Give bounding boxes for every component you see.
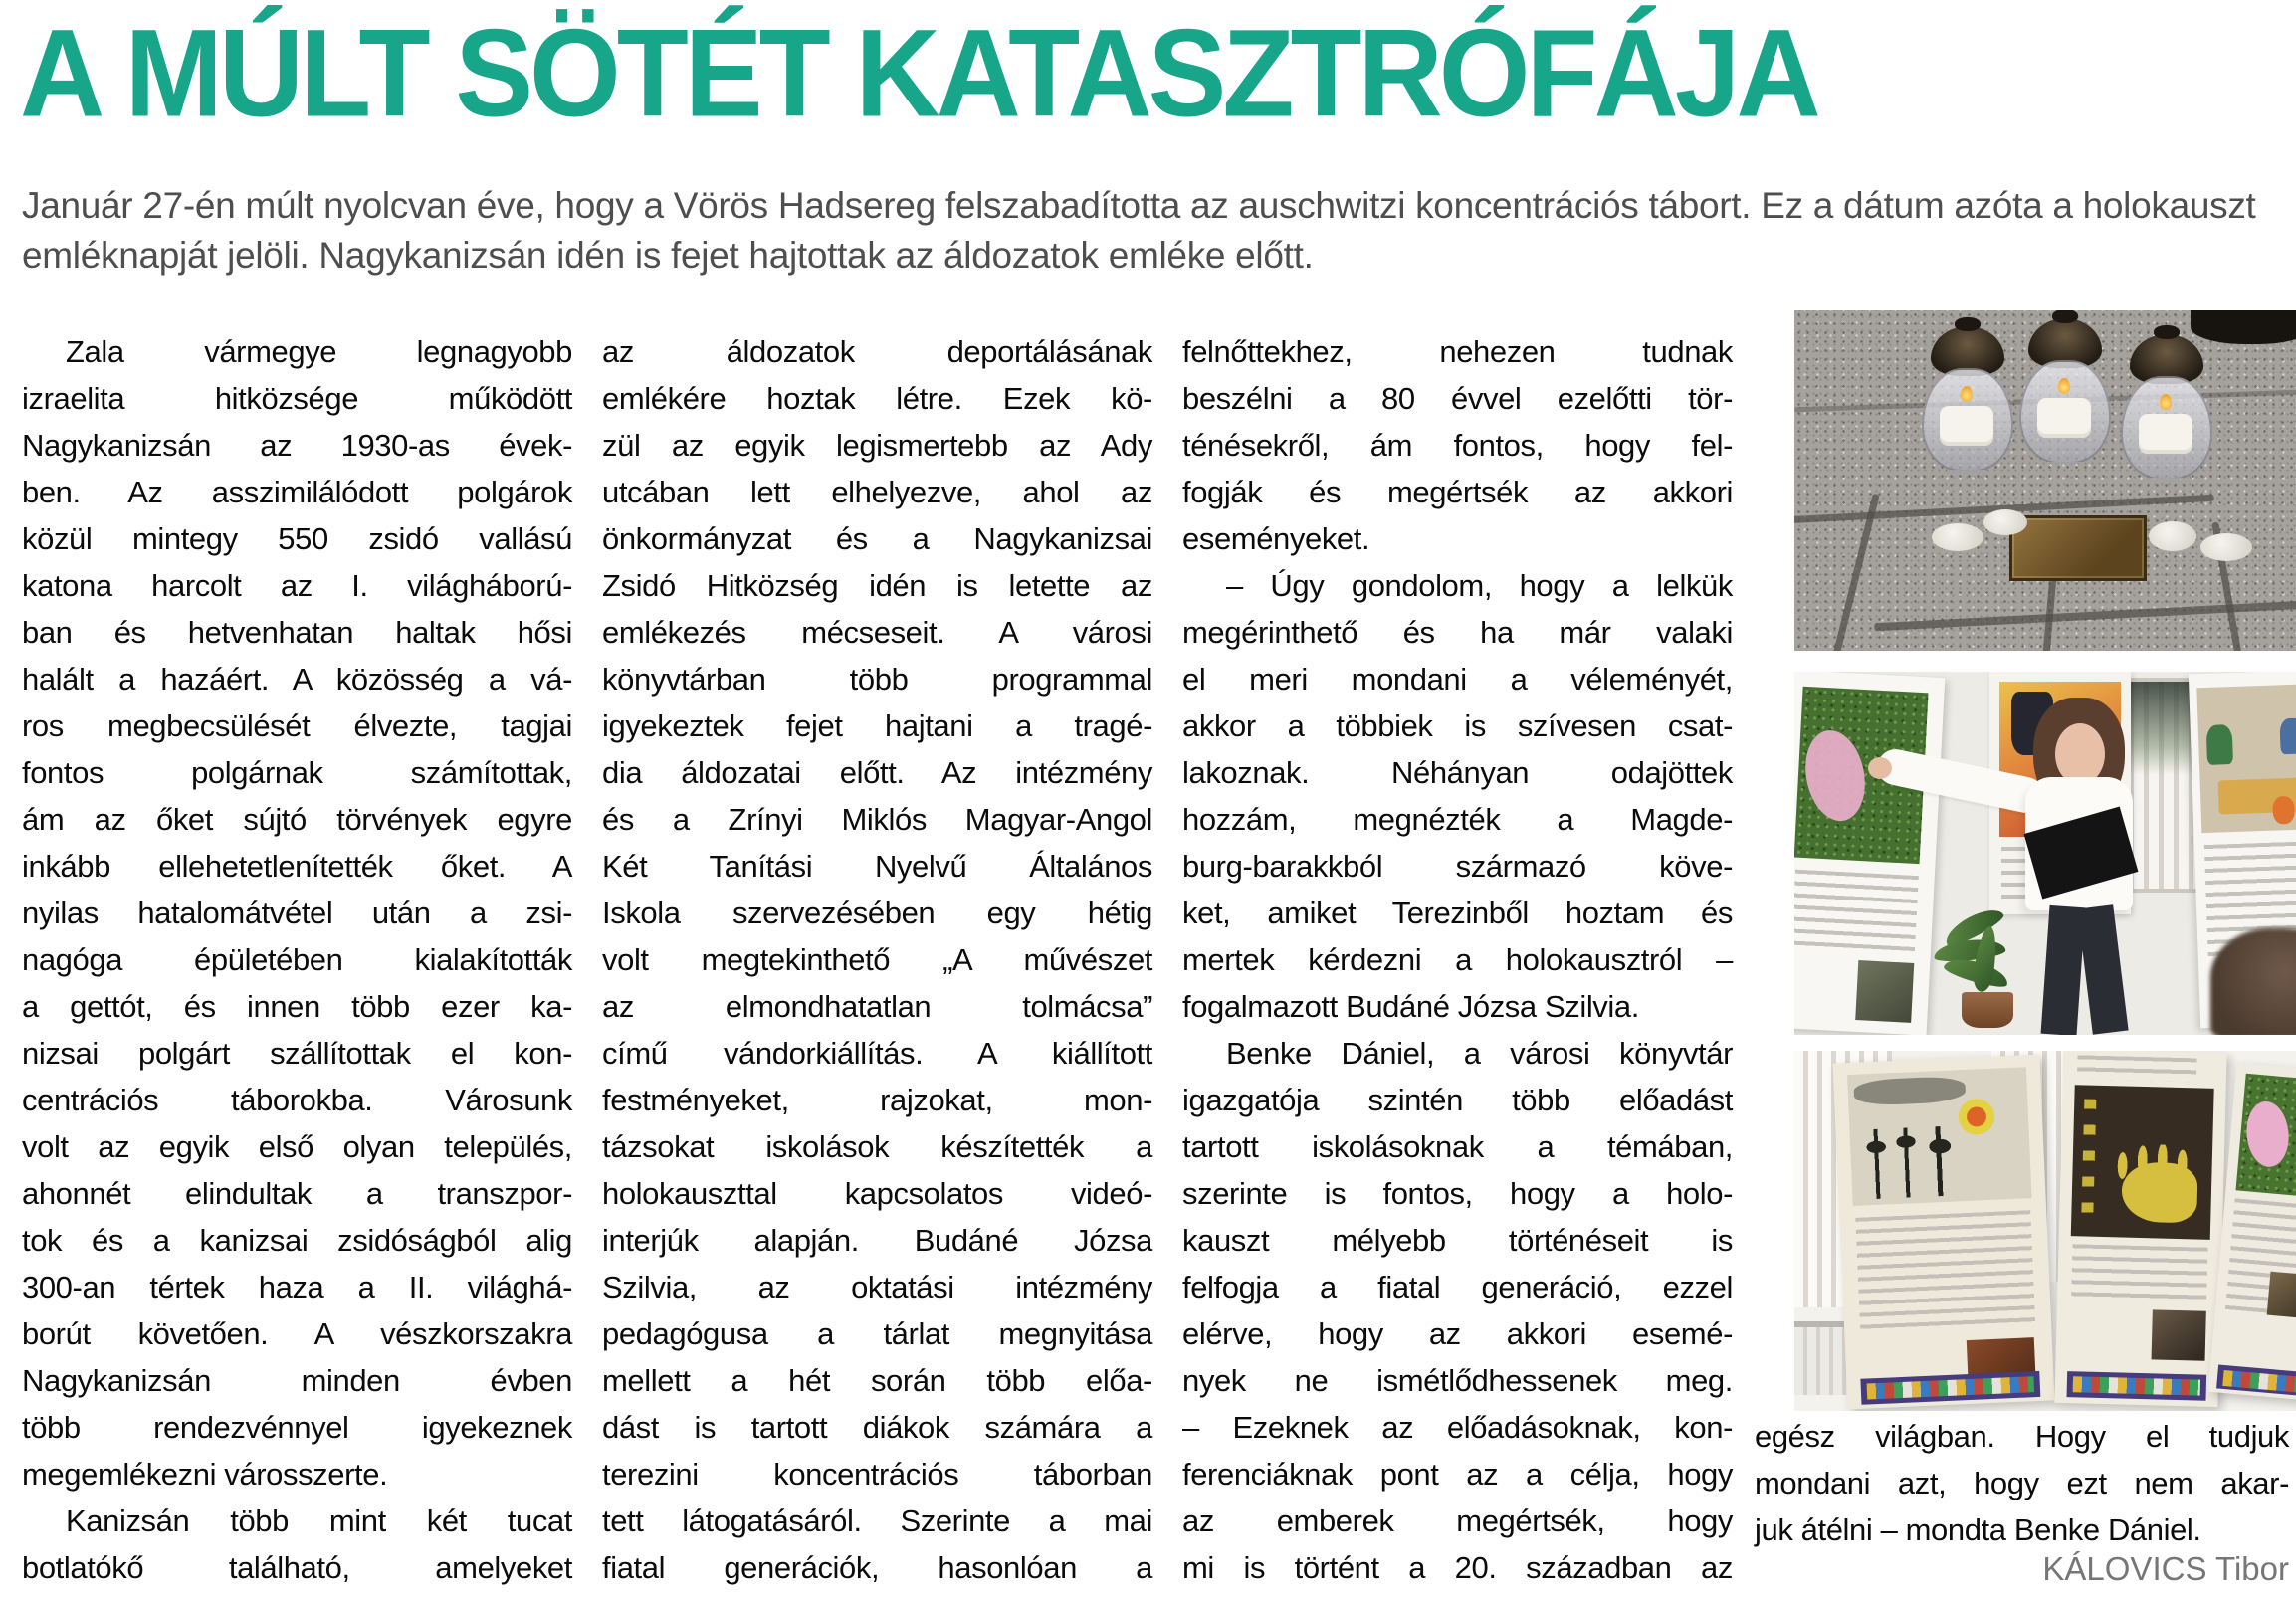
photo-memorial-candles xyxy=(1794,310,2296,651)
text-line: kauszt mélyebb történéseit is xyxy=(1182,1223,1733,1258)
text-line: volt megtekinthető „A művészet xyxy=(602,942,1152,977)
text-line: megérinthető és ha már valaki xyxy=(1182,615,1733,650)
memorial-plaque xyxy=(2009,515,2147,581)
grave-candle xyxy=(2121,334,2212,503)
panel-text-block xyxy=(1855,1210,2035,1335)
text-line: burg-barakkból származó köve- xyxy=(1182,849,1733,884)
text-line: és a Zrínyi Miklós Magyar-Angol xyxy=(602,802,1152,837)
artwork-smoke xyxy=(1853,1076,1966,1106)
panel-portrait-photo xyxy=(2152,1309,2206,1360)
text-line: festményeket, rajzokat, mon- xyxy=(602,1083,1152,1117)
artwork-figure xyxy=(2272,796,2295,825)
text-line: nizsai polgárt szállítottak el kon- xyxy=(22,1036,572,1071)
exhibition-panel xyxy=(1794,672,1945,1035)
text-line: eseményeket. xyxy=(1182,521,1370,556)
text-line: önkormányzat és a Nagykanizsai xyxy=(602,521,1152,556)
text-line: az emberek megértsék, hogy xyxy=(1182,1503,1733,1538)
text-line: beszélni a 80 évvel ezelőtti tör- xyxy=(1182,381,1733,416)
panel-footer-strip xyxy=(2216,1364,2296,1396)
candle-flame xyxy=(2160,394,2172,410)
body-column-2 xyxy=(602,328,1152,1591)
text-line: fontos polgárnak számítottak, xyxy=(22,755,572,790)
text-line: emlékére hoztak létre. Ezek kö- xyxy=(602,381,1152,416)
panel-text-block xyxy=(1794,870,1919,955)
text-line: – Ezeknek az előadásoknak, kon- xyxy=(1182,1410,1733,1445)
article-title: A MÚLT SÖTÉT KATASZTRÓFÁJA xyxy=(20,4,1817,144)
panel-portrait-photo xyxy=(1855,960,1914,1023)
candle-flame xyxy=(2058,378,2070,394)
text-line: inkább ellehetetlenítették őket. A xyxy=(22,849,572,884)
candle-wax xyxy=(1940,406,1993,446)
text-line: dia áldozatai előtt. Az intézmény xyxy=(602,755,1152,790)
text-line: akkor a többiek is szívesen csat- xyxy=(1182,708,1733,743)
text-line: igyekeztek fejet hajtani a tragé- xyxy=(602,708,1152,743)
text-line: pedagógusa a tárlat megnyitása xyxy=(602,1316,1152,1351)
memorial-stone xyxy=(2149,521,2196,551)
panel-text-block xyxy=(2077,1055,2197,1082)
text-line: interjúk alapján. Budáné Józsa xyxy=(602,1223,1152,1258)
artwork-sun xyxy=(1958,1099,1995,1136)
text-line: szerinte is fontos, hogy a holo- xyxy=(1182,1176,1733,1211)
text-line: mertek kérdezni a holokausztról – xyxy=(1182,942,1733,977)
exhibition-panel xyxy=(2054,1051,2226,1407)
artwork-figure xyxy=(2279,718,2296,755)
author-byline: KÁLOVICS Tibor xyxy=(2042,1550,2289,1587)
panel-text-block xyxy=(2071,1244,2207,1303)
text-line: halált a hazáért. A közösség a vá- xyxy=(22,662,572,697)
candle-glass xyxy=(2019,360,2111,464)
text-line: tartott iskolásoknak a témában, xyxy=(1182,1129,1733,1164)
text-line: terezini koncentrációs táborban xyxy=(602,1457,1152,1492)
artwork-dots xyxy=(2081,1099,2096,1220)
text-line: igazgatója szintén több előadást xyxy=(1182,1083,1733,1117)
text-line: nyek ne ismétlődhessenek meg. xyxy=(1182,1363,1733,1398)
text-line: ahonnét elindultak a transzpor- xyxy=(22,1176,572,1211)
text-line: Nagykanizsán az 1930-as évek- xyxy=(22,428,572,463)
text-line: mellett a hét során több előa- xyxy=(602,1363,1152,1398)
panel-footer-strip xyxy=(1860,1371,2040,1405)
text-line: az áldozatok deportálásának xyxy=(602,334,1152,369)
text-line: tázsokat iskolások készítették a xyxy=(602,1129,1152,1164)
text-line: fogják és megértsék az akkori xyxy=(1182,475,1733,509)
text-line: mondani azt, hogy ezt nem akar- xyxy=(1755,1466,2289,1500)
closing-column xyxy=(1755,1413,2289,1553)
text-line: fogalmazott Budáné Józsa Szilvia. xyxy=(1182,989,1639,1024)
grave-candle xyxy=(2019,318,2111,488)
text-line: holokauszttal kapcsolatos videó- xyxy=(602,1176,1152,1211)
artwork-trees xyxy=(1855,1124,1980,1199)
text-line: ben. Az asszimilálódott polgárok xyxy=(22,475,572,509)
text-line: Kanizsán több mint két tucat xyxy=(66,1503,572,1538)
text-line: Benke Dániel, a városi könyvtár xyxy=(1226,1036,1733,1071)
text-line: Két Tanítási Nyelvű Általános xyxy=(602,849,1152,884)
candle-wax xyxy=(2037,398,2091,438)
text-line: fiatal generációk, hasonlóan a xyxy=(602,1550,1152,1585)
text-line: lakoznak. Néhányan odajöttek xyxy=(1182,755,1733,790)
photo-exhibition-presenter xyxy=(1794,672,2296,1035)
text-line: című vándorkiállítás. A kiállított xyxy=(602,1036,1152,1071)
candle-flame xyxy=(1961,386,1973,402)
text-line: volt az egyik első olyan település, xyxy=(22,1129,572,1164)
body-column-1 xyxy=(22,328,572,1591)
artwork-yellow-hand xyxy=(2121,1161,2198,1223)
text-line: mi is történt a 20. században az xyxy=(1182,1550,1733,1585)
body-column-3 xyxy=(1182,328,1733,1591)
candle-wax xyxy=(2139,414,2192,454)
text-line: az elmondhatatlan tolmácsa” xyxy=(602,989,1152,1024)
exhibition-panel xyxy=(1833,1055,2055,1410)
artwork-pink-oval xyxy=(2244,1100,2292,1168)
text-line: emlékezés mécseseit. A városi xyxy=(602,615,1152,650)
text-line: izraelita hitközsége működött xyxy=(22,381,572,416)
memorial-stone xyxy=(1983,509,2027,535)
text-line: utcában lett elhelyezve, ahol az xyxy=(602,475,1152,509)
artwork-figure xyxy=(2206,724,2233,765)
text-line: könyvtárban több programmal xyxy=(602,662,1152,697)
text-line: Nagykanizsán minden évben xyxy=(22,1363,572,1398)
text-line: nyilas hatalomátvétel után a zsi- xyxy=(22,896,572,930)
panel-portrait-photo xyxy=(2267,1272,2296,1319)
text-line: ket, amiket Terezinből hoztam és xyxy=(1182,896,1733,930)
grave-candle xyxy=(1922,326,2013,496)
presenter-hand xyxy=(1868,757,1892,779)
text-line: ban és hetvenhatan haltak hősi xyxy=(22,615,572,650)
text-line: tok és a kanizsai zsidóságból alig xyxy=(22,1223,572,1258)
candle-glass xyxy=(2121,376,2212,480)
text-line: felnőttekhez, nehezen tudnak xyxy=(1182,334,1733,369)
photo-exhibition-panels xyxy=(1794,1051,2296,1411)
text-line: ferenciáknak pont az a célja, hogy xyxy=(1182,1457,1733,1492)
presenter-leg xyxy=(2077,904,2128,1034)
panel-artwork xyxy=(2235,1074,2296,1198)
text-line: katona harcolt az I. világháború- xyxy=(22,568,572,603)
text-line: több rendezvénnyel igyekeznek xyxy=(22,1410,572,1445)
text-line: dást is tartott diákok számára a xyxy=(602,1410,1152,1445)
text-line: tett látogatásáról. Szerinte a mai xyxy=(602,1503,1152,1538)
text-line: felfogja a fiatal generáció, ezzel xyxy=(1182,1270,1733,1304)
text-line: Zala vármegye legnagyobb xyxy=(66,334,572,369)
text-line: borút követően. A vészkorszakra xyxy=(22,1316,572,1351)
text-line: Szilvia, az oktatási intézmény xyxy=(602,1270,1152,1304)
text-line: 300-an tértek haza a II. világhá- xyxy=(22,1270,572,1304)
panel-footer-strip xyxy=(2067,1371,2207,1401)
text-line: közül mintegy 550 zsidó vallású xyxy=(22,521,572,556)
presenter-face xyxy=(2055,723,2105,785)
memorial-stone xyxy=(1932,523,1983,551)
panel-artwork xyxy=(1847,1067,2032,1206)
memorial-stone xyxy=(2200,533,2252,561)
plant-pot xyxy=(1962,992,2013,1028)
text-line: Zsidó Hitközség idén is letette az xyxy=(602,568,1152,603)
text-line: megemlékezni városszerte. xyxy=(22,1457,388,1492)
text-line: a gettót, és innen több ezer ka- xyxy=(22,989,572,1024)
text-line: hozzám, megnézték a Magde- xyxy=(1182,802,1733,837)
panel-artwork xyxy=(2196,684,2296,833)
text-line: ténésekről, ám fontos, hogy fel- xyxy=(1182,428,1733,463)
text-line: centrációs táborokba. Városunk xyxy=(22,1083,572,1117)
text-line: ros megbecsülését élvezte, tagjai xyxy=(22,708,572,743)
text-line: egész világban. Hogy el tudjuk xyxy=(1755,1419,2289,1454)
text-line: nagóga épületében kialakították xyxy=(22,942,572,977)
text-line: zül az egyik legismertebb az Ady xyxy=(602,428,1152,463)
text-line: – Úgy gondolom, hogy a lelkük xyxy=(1226,568,1733,603)
candle-glass xyxy=(1922,368,2013,472)
text-line: Iskola szervezésében egy hétig xyxy=(602,896,1152,930)
artwork-pink-oval xyxy=(1798,725,1872,826)
text-line: ám az őket sújtó törvények egyre xyxy=(22,802,572,837)
text-line: juk átélni – mondta Benke Dániel. xyxy=(1755,1512,2201,1547)
text-line: botlatókő található, amelyeket xyxy=(22,1550,572,1585)
article-lead: Január 27-én múlt nyolcvan éve, hogy a Vörös Hadsereg felszabadította az auschwitzi koncentrációs tábort. Ez a dátum azóta a holokauszt emléknapját jelöli. Nagykanizsán idén is fejet hajtottak az áldozatok emléke előtt. xyxy=(22,185,2256,276)
text-line: el meri mondani a véleményét, xyxy=(1182,662,1733,697)
panel-artwork xyxy=(2071,1085,2214,1240)
text-line: elérve, hogy az akkori esemé- xyxy=(1182,1316,1733,1351)
